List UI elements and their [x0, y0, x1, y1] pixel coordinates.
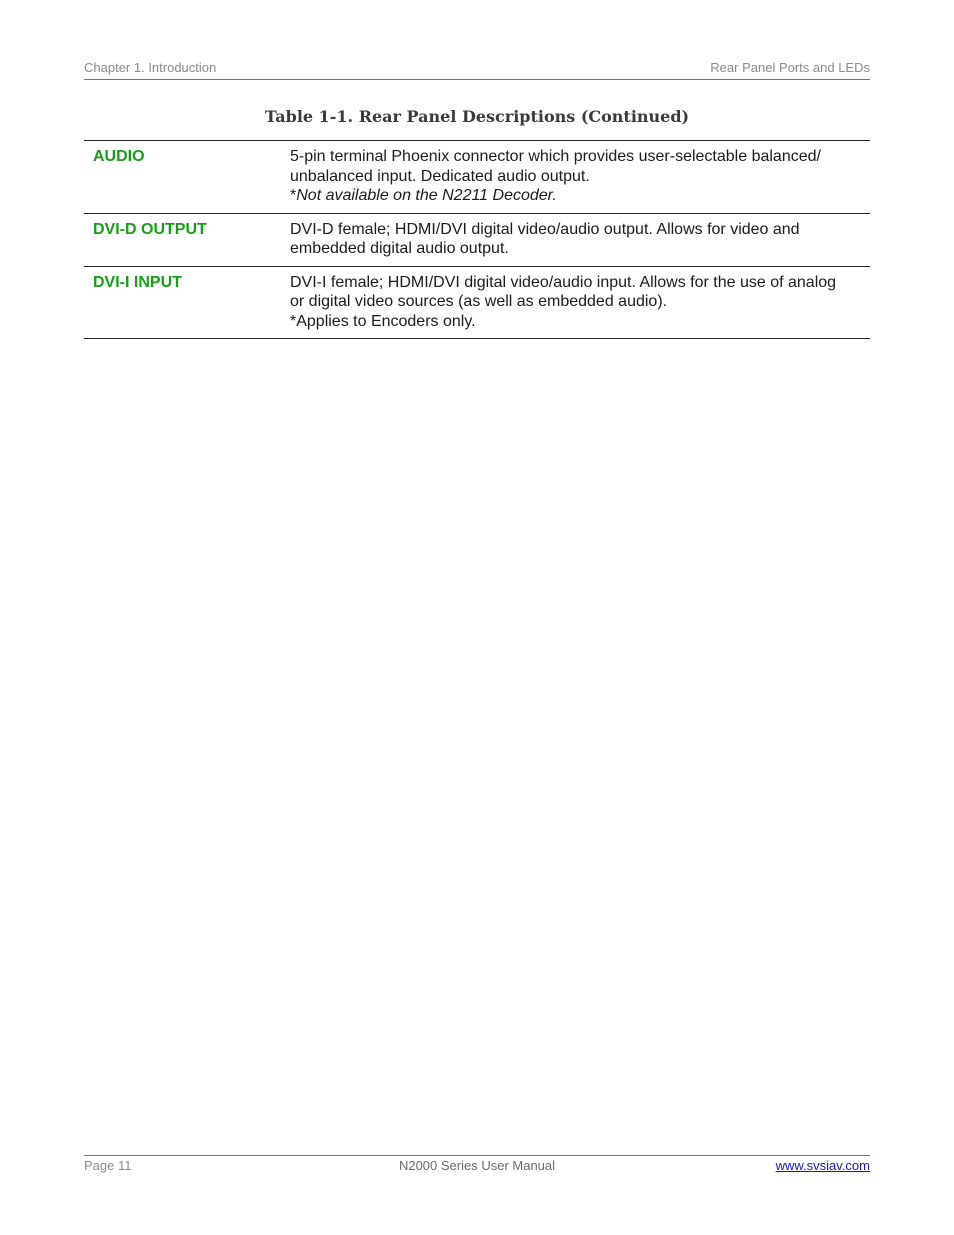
row-label-dvi-i-input: DVI-I INPUT — [93, 273, 182, 291]
description-note — [290, 186, 860, 206]
description-line: 5-pin terminal Phoenix connector which provides user-selectable balanced/ — [290, 148, 821, 165]
footer-website-link[interactable]: www.svsiav.com — [775, 1158, 870, 1173]
description-line: unbalanced input. Dedicated audio output. — [290, 167, 590, 185]
description-line: or digital video sources (as well as embedded audio). — [290, 293, 668, 310]
description-line: embedded digital audio output. — [290, 240, 509, 257]
description-line: *Applies to Encoders only. — [290, 312, 476, 330]
table-row — [84, 267, 870, 340]
page-footer — [84, 1155, 870, 1176]
description-line: DVI-D female; HDMI/DVI digital video/audio output. Allows for video and — [290, 220, 800, 238]
description-line: DVI-I female; HDMI/DVI digital video/audio input. Allows for the use of analog — [290, 273, 837, 291]
header-chapter: Chapter 1. Introduction — [84, 60, 217, 75]
row-description — [290, 147, 870, 206]
header-section: Rear Panel Ports and LEDs — [710, 60, 870, 75]
row-label-audio: AUDIO — [93, 148, 145, 165]
footer-page-number: Page 11 — [84, 1158, 132, 1173]
rear-panel-table — [84, 140, 870, 339]
table-row — [84, 214, 870, 267]
table-row — [84, 141, 870, 214]
row-label-dvi-d-output: DVI-D OUTPUT — [93, 220, 207, 238]
note-text: Not available on the N2211 Decoder. — [296, 187, 557, 204]
row-description — [290, 273, 870, 332]
row-description — [290, 220, 870, 259]
note-asterisk: * — [290, 187, 297, 204]
table-title: Table 1-1. Rear Panel Descriptions (Continued) — [264, 107, 690, 126]
page-header — [84, 58, 870, 80]
footer-manual-title: N2000 Series User Manual — [398, 1158, 556, 1173]
